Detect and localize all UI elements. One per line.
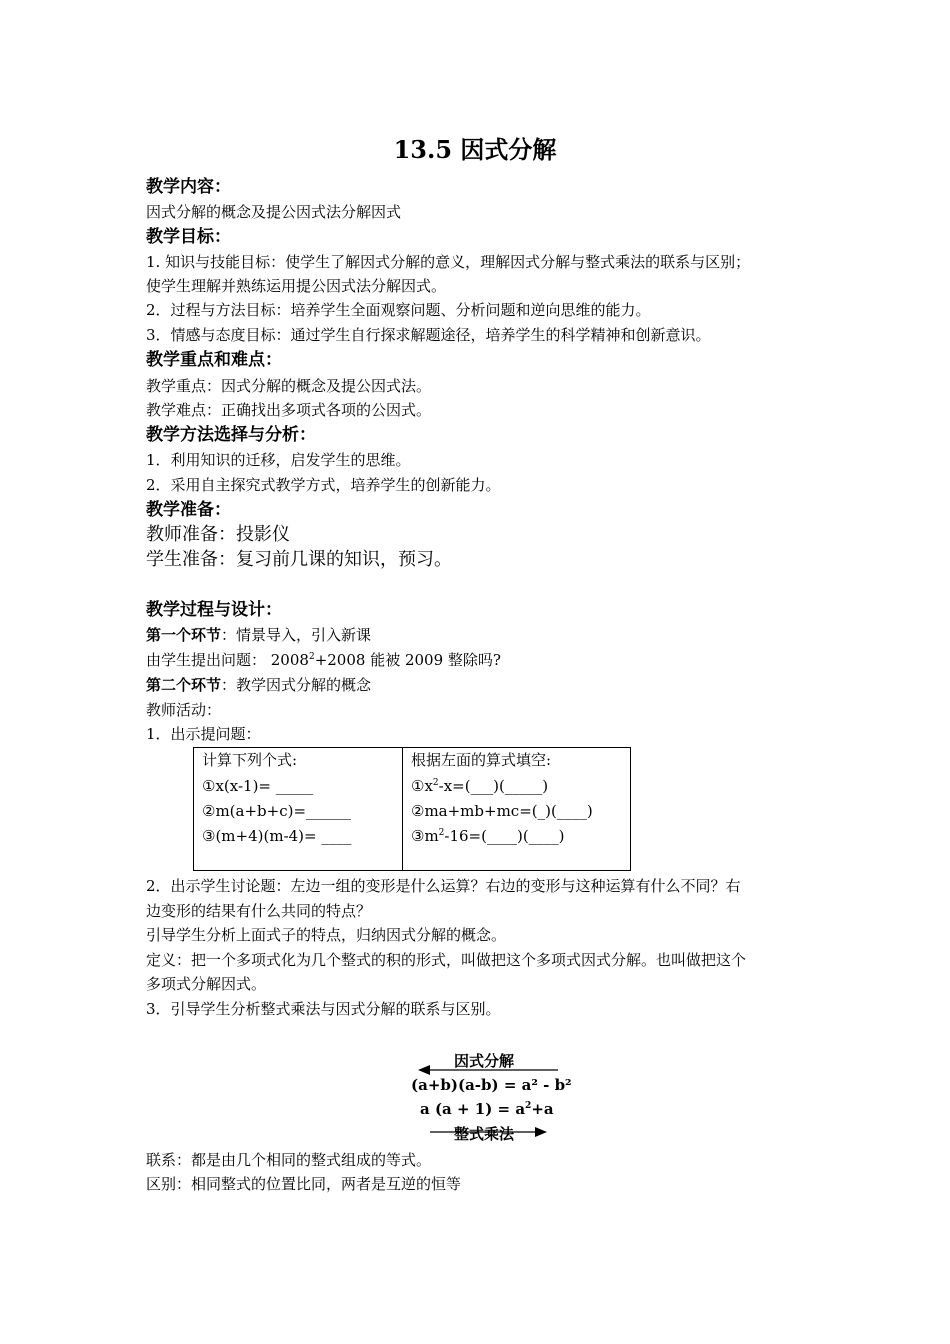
step-3: 3．引导学生分析整式乘法与因式分解的联系与区别。 bbox=[146, 1000, 501, 1018]
question-exponent: 2 bbox=[308, 652, 315, 662]
factorization-label: 因式分解 bbox=[454, 1052, 515, 1070]
teacher-activity: 教师活动： bbox=[146, 701, 222, 719]
difference-text: 区别：相同整式的位置比同，两者是互逆的恒等 bbox=[146, 1175, 462, 1193]
right-row-3-rest: -16=(____)(____) bbox=[444, 827, 565, 845]
equation-1: (a+b)(a-b) = a² - b² bbox=[411, 1076, 572, 1094]
objective-2: 2．过程与方法目标：培养学生全面观察问题、分析问题和逆向思维的能力。 bbox=[146, 301, 651, 319]
right-row-1 bbox=[411, 776, 548, 796]
right-row-1-exponent: 2 bbox=[432, 778, 439, 788]
definition-line-2: 多项式分解因式。 bbox=[146, 975, 267, 993]
guide-text: 引导学生分析上面式子的特点，归纳因式分解的概念。 bbox=[146, 926, 507, 944]
prep-student: 学生准备：复习前几课的知识，预习。 bbox=[146, 549, 452, 570]
right-row-1-base: ①x bbox=[411, 777, 433, 795]
left-row-1: ①x(x-1)= _____ bbox=[202, 777, 314, 795]
keypoint-text: 教学重点：因式分解的概念及提公因式法。 bbox=[146, 377, 432, 395]
right-row-1-rest: -x=(___)(_____) bbox=[438, 777, 549, 795]
equation-2-exponent: 2 bbox=[525, 1101, 532, 1111]
stage-1 bbox=[146, 625, 371, 645]
step-1: 1．出示提问题： bbox=[146, 725, 261, 743]
difficulty-text: 教学难点：正确找出多项式各项的公因式。 bbox=[146, 401, 432, 419]
document-title: 13.5 因式分解 bbox=[393, 135, 557, 164]
objective-1-line-2: 使学生理解并熟练运用提公因式法分解因式。 bbox=[146, 277, 447, 295]
step-2-line-1: 2．出示学生讨论题：左边一组的变形是什么运算？右边的变形与这种运算有什么不同？右 bbox=[146, 877, 741, 895]
right-row-2: ②ma+mb+mc=(_)(____) bbox=[411, 802, 593, 820]
definition-line-1: 定义：把一个多项式化为几个整式的积的形式，叫做把这个多项式因式分解。也叫做把这个 bbox=[146, 951, 747, 969]
content-heading: 教学内容： bbox=[146, 177, 231, 197]
stage-1-label: 第一个环节 bbox=[146, 626, 222, 644]
multiplication-label: 整式乘法 bbox=[454, 1125, 515, 1143]
equation-2-left: a (a + 1) = a bbox=[420, 1100, 526, 1118]
objective-1-line-1: 1. 知识与技能目标：使学生了解因式分解的意义，理解因式分解与整式乘法的联系与区别； bbox=[146, 253, 751, 271]
left-row-2: ②m(a+b+c)=______ bbox=[202, 802, 352, 820]
prep-teacher: 教师准备：投影仪 bbox=[146, 524, 290, 545]
keypoints-heading: 教学重点和难点： bbox=[146, 350, 282, 370]
stage-2 bbox=[146, 675, 371, 695]
equation-2-right: +a bbox=[531, 1100, 554, 1118]
stage-2-text: ：教学因式分解的概念 bbox=[221, 676, 372, 694]
stage-1-text: ：情景导入，引入新课 bbox=[221, 626, 372, 644]
right-header: 根据左面的算式填空: bbox=[411, 751, 552, 769]
question-line bbox=[146, 650, 501, 670]
left-row-3: ③(m+4)(m-4)= ____ bbox=[202, 827, 352, 845]
objective-3: 3．情感与态度目标：通过学生自行探求解题途径，培养学生的科学精神和创新意识。 bbox=[146, 326, 711, 344]
prep-heading: 教学准备： bbox=[146, 500, 231, 520]
question-prefix: 由学生提出问题： 2008 bbox=[146, 651, 309, 669]
methods-heading: 教学方法选择与分析： bbox=[146, 425, 316, 445]
table-divider bbox=[402, 748, 403, 870]
process-heading: 教学过程与设计： bbox=[146, 600, 282, 620]
right-row-3-base: ③m bbox=[411, 827, 439, 845]
stage-2-label: 第二个环节 bbox=[146, 676, 222, 694]
method-1: 1．利用知识的迁移，启发学生的思维。 bbox=[146, 451, 411, 469]
step-2-line-2: 边变形的结果有什么共同的特点？ bbox=[146, 902, 372, 920]
method-2: 2．采用自主探究式教学方式，培养学生的创新能力。 bbox=[146, 476, 501, 494]
question-suffix: +2008 能被 2009 整除吗? bbox=[314, 651, 501, 669]
relation-text: 联系：都是由几个相同的整式组成的等式。 bbox=[146, 1151, 432, 1169]
content-text: 因式分解的概念及提公因式法分解因式 bbox=[146, 203, 402, 221]
right-row-3-exponent: 2 bbox=[438, 828, 445, 838]
left-header: 计算下列个式: bbox=[202, 751, 298, 769]
objectives-heading: 教学目标： bbox=[146, 227, 231, 247]
equation-2 bbox=[420, 1099, 554, 1119]
exercise-table bbox=[193, 747, 631, 871]
right-row-3 bbox=[411, 826, 565, 846]
